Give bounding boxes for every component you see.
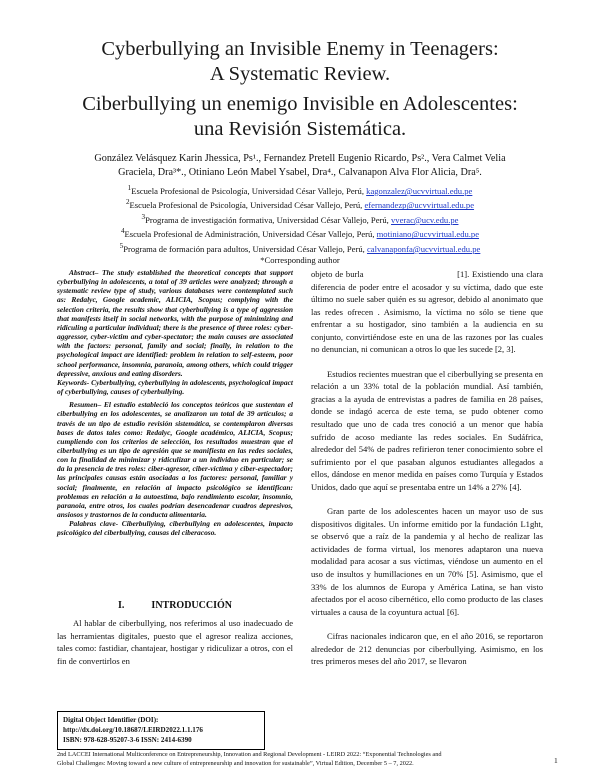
authors-line-1: González Velásquez Karin Jhessica, Ps¹., Fernandez Pretell Eugenio Ricardo, Ps²., Vera Calmet Velia [94,153,506,164]
section-heading-introduccion [57,600,293,611]
abstract-label: Abstract– [69,268,99,277]
affiliation-5: $^5$Programa de formación para adultos, Universidad César Vallejo, Perú, calvanaponfa@ucvvirtual.edu.pe [119,241,481,254]
resumen-text: El estudio estableció los conceptos teóricos que sustentan el ciberbullying en los adolescentes, se analizaron un total de 39 artículos; a través de un tipo de estudio revisión sistemática, se contemplaron diversas bases de datos tales como: Redalyc, Google académico, ALICIA, Scopus; cumpliendo con los criterios de selección, los resultados muestran que el ciberbullying es un tipo de agresión que se manifiesta en las redes sociales, con la finalidad de minimizar y ridiculizar a un individuo en particular; se da la presencia de tres roles: ciber-agresor, ciber-víctima y ciber-espectador; las principales causas están asociadas a los factores: personal, familiar y social; finalmente, en relación al impacto psicológico se identifican: problemas en relación a la autoestima, bajo rendimiento escolar, insomnio, paranoia, entre otros, los cuales podrían desencadenar cuadros depresivos, ansiosos y trastornos de la conducta alimentaria. [57,400,293,520]
email-link-5[interactable]: calvanaponfa@ucvvirtual.edu.pe [366,243,481,254]
affiliation-4: $^4$Escuela Profesional de Administración, Universidad César Vallejo, Perú, motiniano@ucvvirtual.edu.pe [120,227,480,240]
authors-line-2: Graciela, Dra³*., Otiniano León Mabel Ysabel, Dra⁴., Calvanapon Alva Flor Alicia, Dra⁵. [118,167,482,178]
affiliation-2: $^2$Escuela Profesional de Psicología, Universidad César Vallejo, Perú, efernandezp@ucvvirtual.edu.pe [125,198,475,211]
resumen-label: Resumen– [69,400,102,410]
english-title-line-1: Cyberbullying an Invisible Enemy in Teenagers: [101,38,499,60]
footer-line-1: 2nd LACCEI International Multiconference on Entrepreneurship, Innovation and Regional Development - LEIRD 2022: “Exponential Technologies and [57,751,442,758]
spanish-title-line-1: Ciberbullying un enemigo Invisible en Adolescentes: [82,93,518,115]
corresponding-author-note: *Corresponding author [260,255,340,266]
paragraph-3: Gran parte de los adolescentes hacen un mayor uso de sus dispositivos digitales. Un informe emitido por la fundación L1ght, se observó que a raíz de la pandemia y al hecho de realizar las actividades de forma virtual, los menores adaptaron una nueva modalidad para acosar a sus víctimas, viéndose un aumento en el uso de insultos y humillaciones en un 70% [5]. Asimismo, que el 33% de los alumnos de Europa y América Latina, se han visto afectados por el acoso cibernético, ello como producto de las clases virtuales a causa de la coyuntura actual [6]. [311,506,543,617]
paragraph-1: objeto de burla [1]. Existiendo una clara diferencia de poder entre el acosador y su víctima, dado que este último no suele saber quién es su agresor, debido al anonimato que las redes ofrecen . Asimismo, la víctima no sólo se tiene que enfrentar a su hostigador, sino también a la audiencia en su conjunto, convirtiéndose este en una de las razones por las cuales no denuncian, ni comunican a otros lo que les sucede [2, 3]. [311,269,546,355]
doi-link[interactable]: http://dx.doi.org/10.18687/LEIRD2022.1.1.176 [63,726,203,735]
page-number: 1 [554,756,558,765]
paragraph-2: Estudios recientes muestran que el ciberbullying se presenta en relación a un 33% total de la población mundial. Así también, gracias a la ayuda de entrevistas a padres de familia en 28 países, donde se indagó acerca de este tema, se pudo obtener como resultado que uno de cada tres conoció a un menor que había sufrido de acoso mediante las redes sociales. En Sudáfrica, alrededor del 54% de padres refirieron tener conocimiento sobre el sufrimiento por el que pasaban algunos estudiantes allegados a ellos, dándose en menor medida en países como Turquía y Estados Unidos, dado que aquí se presentaba entre un 14% a 27% [4]. [311,368,543,492]
spanish-title-line-2: una Revisión Sistemática. [193,118,407,140]
email-link-4[interactable]: motiniano@ucvvirtual.edu.pe [376,229,480,240]
section-number: I. [118,600,125,611]
affiliation-1: $^1$Escuela Profesional de Psicología, Universidad César Vallejo, Perú, kagonzalez@ucvvirtual.edu.pe [127,184,473,196]
footer [57,751,547,768]
affiliation-list [20,183,580,267]
doi-box [57,711,265,750]
section-title: INTRODUCCIÓN [151,600,232,611]
footer-line-2: Global Challenges: Moving toward a new culture of entrepreneurship and innovation for sustainable”, Virtual Edition, December 5 – 7, 2022. [57,759,414,767]
abstract-block [57,268,293,538]
email-link-1[interactable]: kagonzalez@ucvvirtual.edu.pe [366,185,473,196]
right-column [311,268,546,668]
intro-paragraph [57,617,293,667]
english-title-line-2: A Systematic Review. [209,63,391,85]
abstract-text: The study established the theoretical concepts that support cyberbullying in adolescents, a total of 39 articles were analyzed; through a systematic review type of study, various databases were contemplated such as: Redalyc, Google academic, ALICIA, Scopus; complying with the selection criteria, the results show that cyberbullying is a type of aggression that manifests itself in social networks, with the purpose of minimizing and ridiculing a particular individual; there is the presence of three roles: cyber-aggressor, cyber-victim and cyber-spectator; the main causes are associated with the factors: personal, family and social; finally, in relation to the psychological impact are identified: problem in relation to self-esteem, poor school performance, insomnia, paranoia, among others, which could trigger depressive, anxious and eating disorders. [57,268,293,378]
paragraph-4: Cifras nacionales indicaron que, en el año 2016, se reportaron alrededor de 212 denuncias por ciberbullying. Asimismo, en los tres primeros meses del año 2017, se llevaron [311,631,543,667]
keywords-label: Keywords- [57,377,90,387]
palabras-clave-label: Palabras clave- [69,519,119,529]
email-link-3[interactable]: vverac@ucv.edu.pe [390,214,459,225]
email-link-2[interactable]: efernandezp@ucvvirtual.edu.pe [364,200,475,211]
intro-text: Al hablar de ciberbullying, nos referimos al uso inadecuado de las herramientas digitales, puesto que el agresor realiza acciones, tales como: fastidiar, chantajear, hostigar y ridiculizar a otros, con el fin de convertirlos en [57,618,293,666]
affiliation-3: $^3$Programa de investigación formativa, Universidad César Vallejo, Perú, vverac@ucv.edu.pe [141,212,459,225]
keywords-text: Cyberbullying, cyberbullying in adolescents, psychological impact of cyberbullying, causes of cyberbullying. [57,377,293,397]
doi-label: Digital Object Identifier (DOI): [63,716,159,724]
isbn-issn: ISBN: 978-628-95207-3-6 ISSN: 2414-6390 [63,736,192,745]
palabras-clave-text: Ciberbullying, ciberbullying en adolescentes, impacto psicológico del ciberbullying, causas del ciberacoso. [57,519,293,538]
